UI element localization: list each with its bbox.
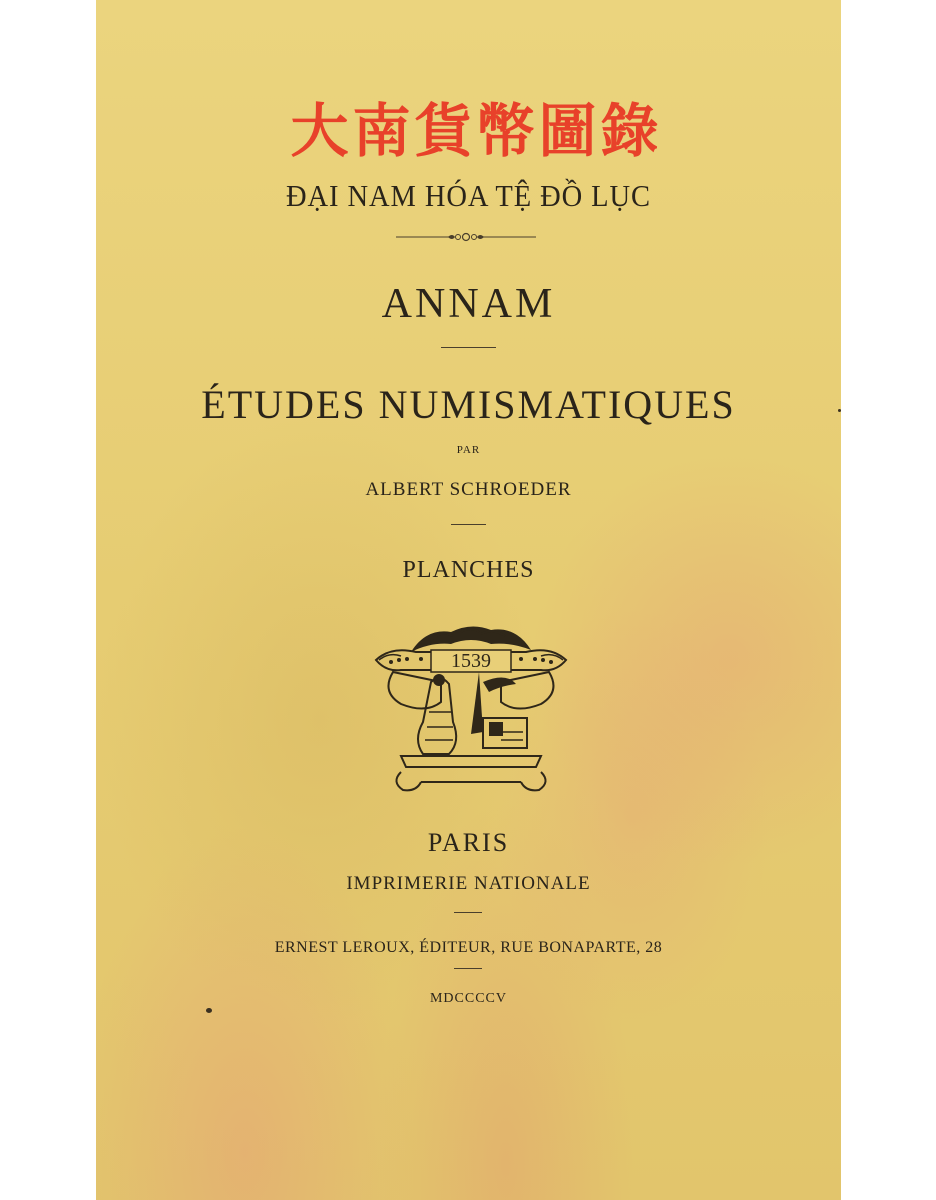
- printer-device-emblem-icon: [371, 622, 571, 794]
- book-cover: [96, 0, 841, 1200]
- volume-label: PLANCHES: [402, 557, 535, 583]
- ink-spot: [838, 409, 841, 412]
- vietnamese-title: ĐẠI NAM HÓA TỆ ĐỒ LỤC: [285, 178, 651, 213]
- divider: [454, 912, 482, 913]
- printer: IMPRIMERIE NATIONALE: [346, 873, 591, 894]
- chinese-title: 大南貨幣圖錄: [290, 97, 663, 165]
- title-ornament-icon: [396, 230, 536, 244]
- divider: [454, 968, 482, 969]
- divider: [451, 524, 486, 525]
- publisher: ERNEST LEROUX, ÉDITEUR, RUE BONAPARTE, 28: [274, 939, 663, 956]
- region-title: ANNAM: [381, 281, 556, 327]
- publication-year: MDCCCCV: [429, 991, 508, 1006]
- ink-spot: [206, 1008, 212, 1013]
- divider: [441, 347, 496, 348]
- subtitle: ÉTUDES NUMISMATIQUES: [201, 382, 736, 427]
- by-label: PAR: [456, 444, 481, 456]
- author-name: ALBERT SCHROEDER: [365, 479, 572, 500]
- emblem-year: 1539: [451, 650, 491, 672]
- city: PARIS: [427, 828, 510, 857]
